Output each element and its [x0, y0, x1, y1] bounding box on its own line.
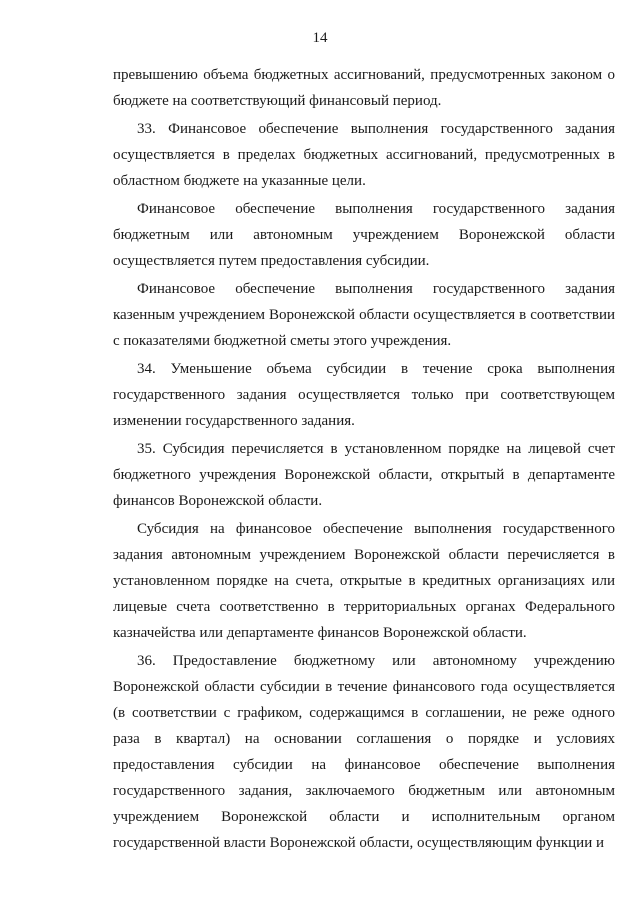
paragraph-34: 34. Уменьшение объема субсидии в течение срока выполнения государственного задания осуществляется только при соответствующем изменении государственного задания.	[113, 361, 615, 429]
paragraph-continuation: превышению объема бюджетных ассигнований, предусмотренных законом о бюджете на соответствующий финансовый период.	[113, 67, 615, 109]
page-number: 14	[312, 30, 328, 46]
document-body	[113, 62, 615, 856]
paragraph-33: 33. Финансовое обеспечение выполнения государственного задания осуществляется в пределах бюджетных ассигнований, предусмотренных в областном бюджете на указанные цели.	[113, 121, 615, 189]
paragraph-35-autonomous: Субсидия на финансовое обеспечение выполнения государственного задания автономным учреждением Воронежской области перечисляется в установленном порядке на счета, открытые в кредитных организациях или лицевые счета соответственно в территориальных органах Федерального казначейства или департаменте финансов Воронежской области.	[113, 521, 615, 641]
paragraph-35: 35. Субсидия перечисляется в установленном порядке на лицевой счет бюджетного учреждения Воронежской области, открытый в департаменте финансов Воронежской области.	[113, 441, 615, 509]
paragraph-36: 36. Предоставление бюджетному или автономному учреждению Воронежской области субсидии в течение финансового года осуществляется (в соответствии с графиком, содержащимся в соглашении, не реже одного раза в квартал) на основании соглашения о порядке и условиях предоставления субсидии на финансовое обеспечение выполнения государственного задания, заключаемого бюджетным или автономным учреждением Воронежской области и исполнительным органом государственной власти Воронежской области, осуществляющим функции и	[113, 653, 615, 851]
paragraph-33-budget-institutions: Финансовое обеспечение выполнения государственного задания бюджетным или автономным учреждением Воронежской области осуществляется путем предоставления субсидии.	[113, 201, 615, 269]
paragraph-33-state-institutions: Финансовое обеспечение выполнения государственного задания казенным учреждением Воронежской области осуществляется в соответствии с показателями бюджетной сметы этого учреждения.	[113, 281, 615, 349]
